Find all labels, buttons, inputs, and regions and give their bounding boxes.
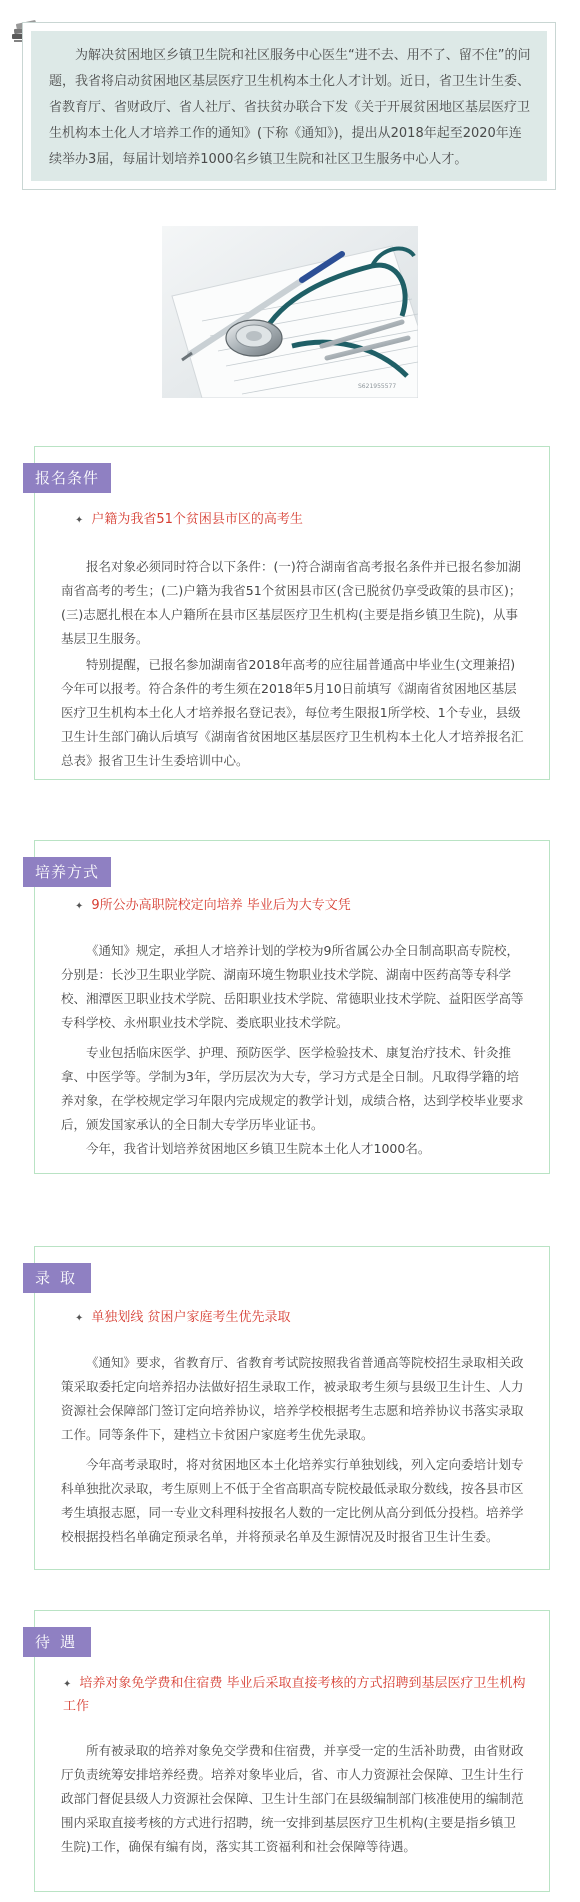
section-headline: ✦ 9所公办高职院校定向培养 毕业后为大专文凭: [75, 898, 351, 913]
section-paragraph: 《通知》规定，承担人才培养计划的学校为9所省属公办全日制高职高专院校，分别是：长沙卫生职业学院、湖南环境生物职业技术学院、湖南中医药高等专科学校、湘潭医卫职业技术学院、岳阳职业技术学院、常德职业技术学院、益阳医学高等专科学校、永州职业技术学院、娄底职业技术学院。: [61, 943, 524, 1030]
section-paragraph: 特别提醒，已报名参加湖南省2018年高考的应往届普通高中毕业生(文理兼招)今年可以报考。符合条件的考生须在2018年5月10日前填写《湖南省贫困地区基层医疗卫生机构本土化人才培养报名登记表》，每位考生限报1所学校、1个专业，县级卫生计生部门确认后填写《湖南省贫困地区基层医疗卫生机构本土化人才培养报名汇总表》报省卫生计生委培训中心。: [61, 657, 524, 768]
intro-background: [31, 31, 547, 181]
section-tag-registration: 报名条件: [23, 463, 111, 493]
section-headline: ✦ 单独划线 贫困户家庭考生优先录取: [75, 1310, 291, 1325]
section-paragraph: 《通知》要求，省教育厅、省教育考试院按照我省普通高等院校招生录取相关政策采取委托定向培养招办法做好招生录取工作，被录取考生须与县级卫生计生、人力资源社会保障部门签订定向培养协议，培养学校根据考生志愿和培养协议书落实录取工作。同等条件下，建档立卡贫困户家庭考生优先录取。: [61, 1355, 524, 1442]
section-admission: [34, 1246, 550, 1570]
section-headline: ✦ 培养对象免学费和住宿费 毕业后采取直接考核的方式招聘到基层医疗卫生机构工作: [63, 1676, 526, 1714]
section-benefits: [34, 1610, 550, 1892]
star-bullet-icon: ✦: [75, 515, 84, 526]
section-paragraph: 专业包括临床医学、护理、预防医学、医学检验技术、康复治疗技术、针灸推拿、中医学等。学制为3年，学历层次为大专，学习方式是全日制。凡取得学籍的培养对象，在学校规定学习年限内完成规定的教学计划，成绩合格，达到学校毕业要求后，颁发国家承认的全日制大专学历毕业证书。: [61, 1045, 524, 1132]
section-headline: ✦ 户籍为我省51个贫困县市区的高考生: [75, 512, 303, 527]
stethoscope-photo: [162, 226, 418, 398]
section-training: [34, 840, 550, 1174]
section-paragraph: 所有被录取的培养对象免交学费和住宿费，并享受一定的生活补助费，由省财政厅负责统筹安排培养经费。培养对象毕业后，省、市人力资源社会保障、卫生计生行政部门督促县级人力资源社会保障、卫生计生部门在县级编制部门核准使用的编制范围内采取直接考核的方式进行招聘，统一安排到基层医疗卫生机构(主要是指乡镇卫生院)工作，确保有编有岗，落实其工资福利和社会保障等待遇。: [61, 1743, 524, 1854]
section-paragraph: 报名对象必须同时符合以下条件：(一)符合湖南省高考报名条件并已报名参加湖南省高考的考生；(二)户籍为我省51个贫困县市区(含已脱贫仍享受政策的县市区)；(三)志愿扎根在本人户籍所在县市区基层医疗卫生机构(主要是指乡镇卫生院)，从事基层卫生服务。: [61, 559, 522, 646]
intro-box: [22, 22, 556, 190]
section-tag-training: 培养方式: [23, 857, 111, 887]
section-tag-admission: 录取: [23, 1263, 91, 1293]
star-bullet-icon: ✦: [63, 1679, 72, 1690]
intro-text: 为解决贫困地区乡镇卫生院和社区服务中心医生“进不去、用不了、留不住”的问题，我省将启动贫困地区基层医疗卫生机构本土化人才计划。近日，省卫生计生委、省教育厅、省财政厅、省人社厅、省扶贫办联合下发《关于开展贫困地区基层医疗卫生机构本土化人才培养工作的通知》(下称《通知》)，提出从2018年起至2020年连续举办3届，每届计划培养1000名乡镇卫生院和社区卫生服务中心人才。: [49, 48, 531, 167]
star-bullet-icon: ✦: [75, 901, 84, 912]
section-tag-benefits: 待遇: [23, 1627, 91, 1657]
section-paragraph: 今年高考录取时，将对贫困地区本土化培养实行单独划线，列入定向委培计划专科单独批次录取，考生原则上不低于全省高职高专院校最低录取分数线，按各县市区考生填报志愿，同一专业文科理科按报名人数的一定比例从高分到低分投档。培养学校根据投档名单确定预录名单，并将预录名单及生源情况及时报省卫生计生委。: [61, 1457, 524, 1544]
photo-watermark: S621955577: [358, 383, 397, 390]
section-registration: [34, 446, 550, 780]
section-paragraph: 今年，我省计划培养贫困地区乡镇卫生院本土化人才1000名。: [86, 1141, 431, 1156]
star-bullet-icon: ✦: [75, 1313, 84, 1324]
